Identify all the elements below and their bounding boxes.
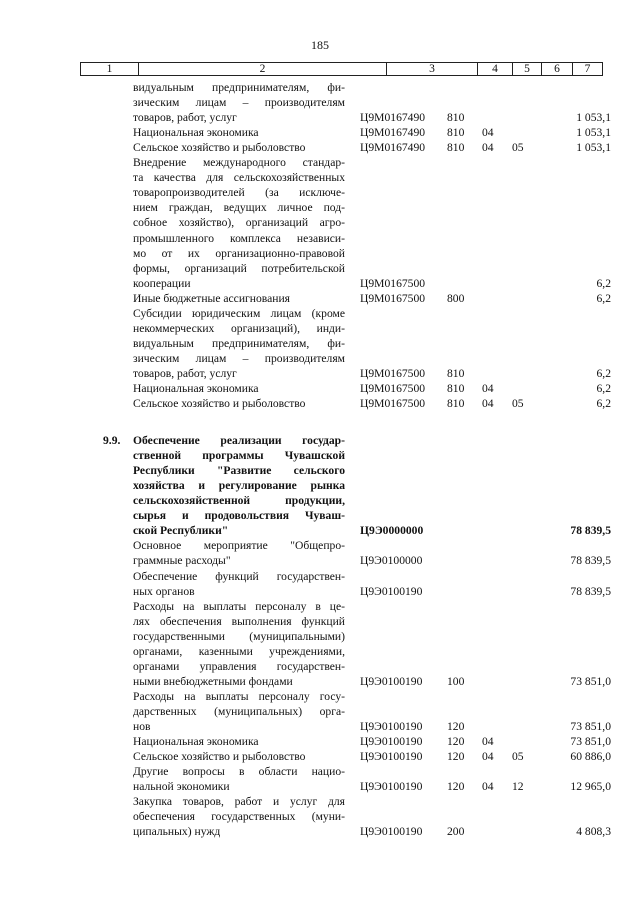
- row-description-line: дарственных (муниципальных) орга-: [133, 704, 345, 718]
- row-expense-type: 120: [447, 720, 465, 734]
- row-expense-type: 200: [447, 825, 465, 839]
- row-description-line: сырья и продовольствия Чуваш-: [133, 509, 345, 523]
- row-expense-type: 120: [447, 750, 465, 764]
- row-description-line: Другие вопросы в области нацио-: [133, 765, 345, 779]
- row-amount: 6,2: [596, 366, 611, 380]
- row-code: Ц9Э0000000: [360, 524, 424, 538]
- row-description-line: граммные расходы": [133, 554, 231, 568]
- row-expense-type: 100: [447, 674, 465, 688]
- row-description-line: хозяйства и регулирование рынка: [133, 479, 345, 493]
- row-description-line: Сельское хозяйство и рыболовство: [133, 397, 306, 411]
- row-amount: 1 053,1: [576, 126, 611, 140]
- row-description-line: та качества для сельскохозяйственных: [133, 171, 345, 185]
- row-code: Ц9М0167490: [360, 111, 426, 125]
- row-code: Ц9Э0100190: [360, 750, 423, 764]
- row-description-line: некоммерческих организаций), инди-: [133, 321, 345, 335]
- row-description-line: Обеспечение реализации государ-: [133, 434, 345, 448]
- row-code: Ц9М0167490: [360, 126, 426, 140]
- header-col-3: 3: [386, 62, 477, 76]
- row-expense-type: 810: [447, 382, 465, 395]
- row-description-line: Субсидии юридическим лицам (кроме: [133, 306, 345, 320]
- row-section: 04: [482, 141, 494, 155]
- header-col-4: 4: [477, 62, 512, 76]
- row-expense-type: 120: [447, 735, 465, 749]
- row-description-line: Иные бюджетные ассигнования: [133, 291, 290, 305]
- row-description-line: нов: [133, 720, 151, 734]
- header-col-6: 6: [541, 62, 572, 76]
- row-expense-type: 810: [447, 366, 465, 380]
- row-amount: 60 886,0: [570, 750, 611, 764]
- header-col-1: 1: [80, 62, 138, 76]
- row-description-line: товаров, работ, услуг: [133, 366, 237, 380]
- row-subsection: 12: [512, 780, 524, 794]
- row-expense-type: 120: [447, 780, 465, 794]
- row-amount: 78 839,5: [570, 584, 611, 598]
- row-amount: 6,2: [596, 276, 611, 290]
- row-description-line: Республики "Развитие сельского: [133, 464, 345, 478]
- row-description-line: видуальным предпринимателям, фи-: [133, 336, 345, 350]
- row-amount: 6,2: [596, 397, 611, 411]
- row-description-line: органами управления государствен-: [133, 659, 345, 673]
- row-description-line: кооперации: [133, 276, 191, 290]
- row-description-line: Основное мероприятие "Общепро-: [133, 539, 345, 553]
- row-section: 04: [482, 735, 494, 749]
- row-description-line: товаров, работ, услуг: [133, 111, 237, 125]
- header-col-7: 7: [572, 62, 603, 76]
- row-description-line: собное хозяйство), организаций агро-: [133, 216, 345, 230]
- row-code: Ц9Э0100190: [360, 825, 423, 839]
- row-code: Ц9Э0100000: [360, 554, 423, 568]
- row-amount: 4 808,3: [576, 825, 611, 839]
- row-description-line: Расходы на выплаты персоналу госу-: [133, 689, 345, 703]
- row-description-line: ными внебюджетными фондами: [133, 674, 293, 688]
- row-description-line: нальной экономики: [133, 780, 230, 794]
- row-section: 04: [482, 382, 494, 395]
- row-amount: 73 851,0: [570, 720, 611, 734]
- row-description-line: нием граждан, ведущих личное под-: [133, 201, 345, 215]
- row-code: Ц9Э0100190: [360, 674, 423, 688]
- table-header: [80, 62, 603, 76]
- row-expense-type: 800: [447, 291, 465, 305]
- row-amount: 73 851,0: [570, 735, 611, 749]
- row-amount: 6,2: [596, 382, 611, 395]
- header-col-5: 5: [512, 62, 541, 76]
- row-description-line: Внедрение международного стандар-: [133, 156, 345, 170]
- row-code: Ц9М0167500: [360, 276, 426, 290]
- row-description-line: сельскохозяйственной продукции,: [133, 494, 345, 508]
- row-description-line: видуальным предпринимателям, фи-: [133, 81, 345, 94]
- row-code: Ц9М0167500: [360, 382, 426, 395]
- row-section: 04: [482, 780, 494, 794]
- row-description-line: мо от их организационно-правовой: [133, 246, 345, 260]
- row-section: 04: [482, 126, 494, 140]
- row-description-line: органами, казенными учреждениями,: [133, 644, 345, 658]
- row-description-line: ных органов: [133, 584, 195, 598]
- row-description-line: Национальная экономика: [133, 382, 259, 395]
- page-number: 185: [311, 38, 329, 52]
- row-description-line: зическим лицам – производителям: [133, 351, 345, 365]
- row-description-line: Национальная экономика: [133, 735, 259, 749]
- row-amount: 73 851,0: [570, 674, 611, 688]
- row-amount: 6,2: [596, 291, 611, 305]
- row-amount: 1 053,1: [576, 141, 611, 155]
- row-subsection: 05: [512, 397, 524, 411]
- row-description-line: Обеспечение функций государствен-: [133, 569, 345, 583]
- row-description-line: обеспечения государственных (муни-: [133, 810, 345, 824]
- row-description-line: государственными (муниципальными): [133, 629, 345, 643]
- row-code: Ц9Э0100190: [360, 780, 423, 794]
- row-subsection: 05: [512, 750, 524, 764]
- row-code: Ц9Э0100190: [360, 720, 423, 734]
- row-expense-type: 810: [447, 126, 465, 140]
- row-description-line: формы, организаций потребительской: [133, 261, 345, 275]
- row-amount: 1 053,1: [576, 111, 611, 125]
- row-subsection: 05: [512, 141, 524, 155]
- row-description-line: лях обеспечения выполнения функций: [133, 614, 345, 628]
- row-description-line: ципальных) нужд: [133, 825, 221, 839]
- row-expense-type: 810: [447, 111, 465, 125]
- row-description-line: товаропроизводителей (за исключе-: [133, 186, 345, 200]
- row-code: Ц9М0167500: [360, 291, 426, 305]
- row-section: 04: [482, 750, 494, 764]
- row-description-line: Расходы на выплаты персоналу в це-: [133, 599, 345, 613]
- row-expense-type: 810: [447, 397, 465, 411]
- row-description-line: Сельское хозяйство и рыболовство: [133, 141, 306, 155]
- row-code: Ц9М0167500: [360, 366, 426, 380]
- row-description-line: Сельское хозяйство и рыболовство: [133, 750, 306, 764]
- row-code: Ц9Э0100190: [360, 584, 423, 598]
- row-amount: 78 839,5: [570, 554, 611, 568]
- row-code: Ц9М0167490: [360, 141, 426, 155]
- row-description-line: зическим лицам – производителям: [133, 96, 345, 110]
- row-expense-type: 810: [447, 141, 465, 155]
- row-description-line: ственной программы Чувашской: [133, 449, 345, 463]
- row-description-line: промышленного комплекса независи-: [133, 231, 345, 245]
- row-description-line: ской Республики": [133, 524, 229, 538]
- header-col-2: 2: [138, 62, 386, 76]
- row-description-line: Национальная экономика: [133, 126, 259, 140]
- row-amount: 78 839,5: [570, 524, 611, 538]
- row-code: Ц9Э0100190: [360, 735, 423, 749]
- row-code: Ц9М0167500: [360, 397, 426, 411]
- row-description-line: Закупка товаров, работ и услуг для: [133, 795, 345, 809]
- row-amount: 12 965,0: [570, 780, 611, 794]
- row-number: 9.9.: [103, 434, 121, 448]
- row-section: 04: [482, 397, 494, 411]
